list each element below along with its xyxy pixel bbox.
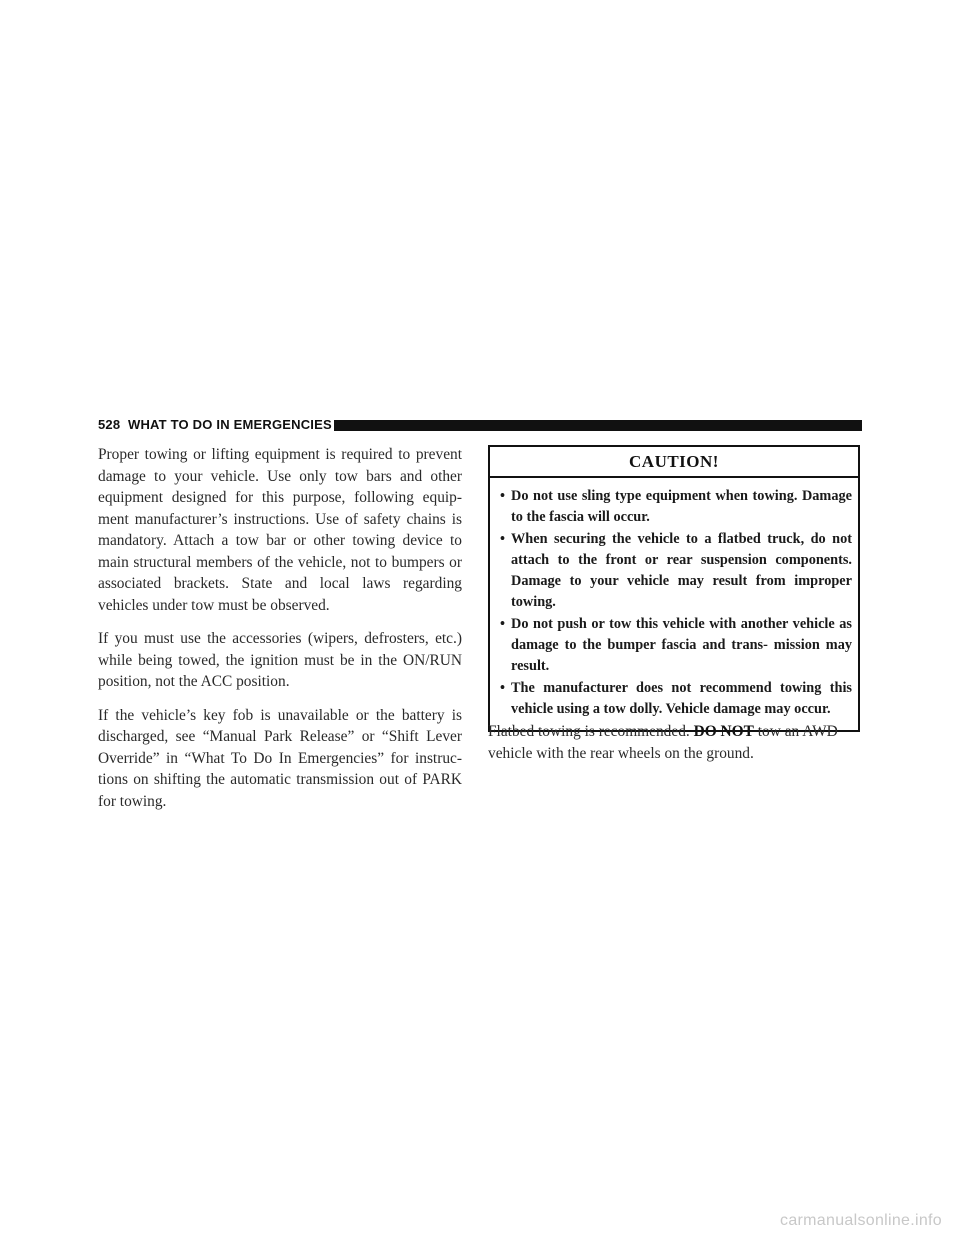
section-title: WHAT TO DO IN EMERGENCIES <box>128 417 332 432</box>
left-column <box>98 444 462 824</box>
caution-item <box>500 614 852 678</box>
caution-item-text: Do not use sling type equipment when towing. Damage to the fascia will occur. <box>511 488 852 526</box>
caution-title: CAUTION! <box>490 447 858 478</box>
watermark: carmanualsonline.info <box>780 1212 942 1229</box>
bullet-icon: • <box>500 679 506 696</box>
caution-list <box>490 478 858 730</box>
page-number: 528 <box>98 417 121 432</box>
flatbed-text-after: tow an AWD vehicle with the rear wheels on the ground. <box>488 723 838 762</box>
caution-item <box>500 529 852 614</box>
flatbed-text-before: Flatbed towing is recommended. <box>488 723 694 740</box>
page-header <box>98 414 862 436</box>
bullet-icon: • <box>500 488 506 504</box>
paragraph-flatbed-towing <box>488 721 860 764</box>
header-rule-bar <box>334 420 862 431</box>
caution-item-text: The manufacturer does not recommend towing this vehicle using a tow dolly. Vehicle damage may occur. <box>511 679 852 717</box>
caution-box <box>488 445 860 732</box>
caution-item <box>500 486 852 529</box>
paragraph-key-fob: If the vehicle’s key fob is unavailable or the battery is discharged, see “Manual Park Release” or “Shift Lever Override” in “What To Do In Emergencies” for instruc- tions on shifting the automatic transmission out of PARK for towing. <box>98 706 462 810</box>
caution-item <box>500 678 852 721</box>
paragraph-towing-equipment: Proper towing or lifting equipment is required to prevent damage to your vehicle. Use only tow bars and other equipment designed for this purpose, following equip- ment manufacturer’s instructions. Use of safety chains is mandatory. Attach a tow bar or other towing device to main structural members of the vehicle, not to bumpers or associated brackets. State and local laws regarding vehicles under tow must be observed. <box>98 446 462 614</box>
flatbed-emphasis: DO NOT <box>693 723 754 740</box>
caution-item-text: Do not push or tow this vehicle with another vehicle as damage to the bumper fascia and trans- mission may result. <box>511 615 852 675</box>
bullet-icon: • <box>500 530 506 547</box>
bullet-icon: • <box>500 615 506 632</box>
caution-item-text: When securing the vehicle to a flatbed truck, do not attach to the front or rear suspension components. Damage to your vehicle may result from improper towing. <box>511 530 852 611</box>
paragraph-accessories: If you must use the accessories (wipers, defrosters, etc.) while being towed, the ignition must be in the ON/RUN position, not the ACC position. <box>98 630 462 690</box>
